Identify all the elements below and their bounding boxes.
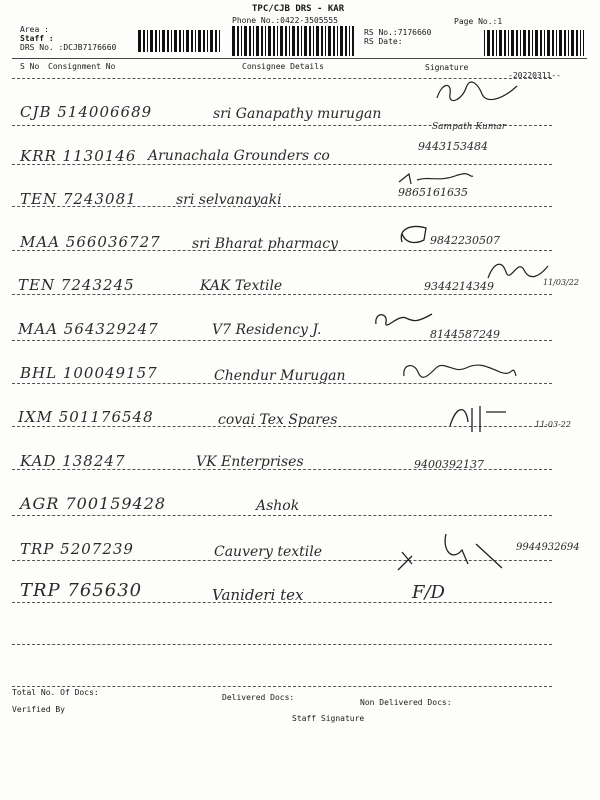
col-date: -20220311-- [508,71,561,80]
signature-mark [446,402,516,436]
phone-note: 9865161635 [398,186,468,199]
consignee-name: sri selvanayaki [176,192,282,208]
consignee-name: sri Ganapathy murugan [213,106,382,122]
consignment-number: MAA 566036727 [20,233,161,251]
consignment-number: MAA 564329247 [18,320,159,338]
area-label: Area : [20,25,49,34]
consignment-number: TEN 7243245 [18,276,135,294]
consignment-number: KRR 1130146 [20,147,137,165]
staff-label: Staff : [20,34,54,43]
consignee-name: Vanideri tex [212,586,304,604]
handwritten-note: Sampath Kumar [432,122,506,132]
consignment-number: TRP 5207239 [20,540,134,558]
consignment-number: BHL 100049157 [20,364,158,382]
handwritten-date: 11/03/22 [543,278,579,287]
page-number: Page No.:1 [454,17,503,26]
signature-mark [396,222,432,248]
col-consignee: Consignee Details [242,62,324,71]
consignee-name: covai Tex Spares [218,412,338,428]
consignee-name: Cauvery textile [214,544,322,560]
consignee-name: Arunachala Grounders co [148,148,330,164]
col-sno: S No [20,62,40,71]
consignment-number: IXM 501176548 [18,408,154,426]
phone-note: 8144587249 [430,328,500,341]
rs-number: RS No.:7176660 [364,28,432,37]
phone-note: 9443153484 [418,140,488,153]
phone-note: 9400392137 [414,458,484,471]
consignee-name: Ashok [256,498,300,514]
consignee-name: Chendur Murugan [214,368,346,384]
consignee-name: KAK Textile [200,278,283,294]
document-title: TPC/CJB DRS - KAR [252,4,345,14]
non-delivered-docs-label: Non Delivered Docs: [360,698,452,707]
barcode-left [138,30,220,50]
handwritten-date: 11-03-22 [535,420,571,429]
drs-number: DRS No. :DCJB7176660 [20,43,117,52]
consignee-name: sri Bharat pharmacy [192,236,338,252]
signature-mark [400,358,520,384]
consignee-name: VK Enterprises [196,454,304,470]
staff-signature-label: Staff Signature [292,714,365,723]
barcode-center [232,26,354,46]
signature-mark [484,256,550,282]
delivered-docs-label: Delivered Docs: [222,693,295,702]
consignment-number: AGR 700159428 [20,494,167,513]
handwritten-note: F/D [412,582,445,603]
consignment-number: TRP 765630 [20,580,143,601]
signature-mark [432,80,522,106]
consignment-number: CJB 514006689 [20,103,153,121]
verified-by-label: Verified By [12,705,65,714]
total-docs-label: Total No. Of Docs: [12,688,99,697]
rs-date: RS Date: [364,37,403,46]
phone-number: Phone No.:0422-3505555 [232,16,338,25]
phone-note: 9944932694 [516,542,580,553]
phone-note: 9344214349 [424,280,494,293]
consignment-number: TEN 7243081 [20,190,137,208]
col-signature: Signature [425,63,469,72]
signature-mark [372,310,434,332]
header-divider [12,58,587,59]
barcode-right [484,30,584,50]
phone-note: 9842230507 [430,234,500,247]
signature-mark [392,530,512,574]
col-consignment: Consignment No [48,62,116,71]
consignee-name: V7 Residency J. [212,322,322,338]
consignment-number: KAD 138247 [20,452,126,470]
